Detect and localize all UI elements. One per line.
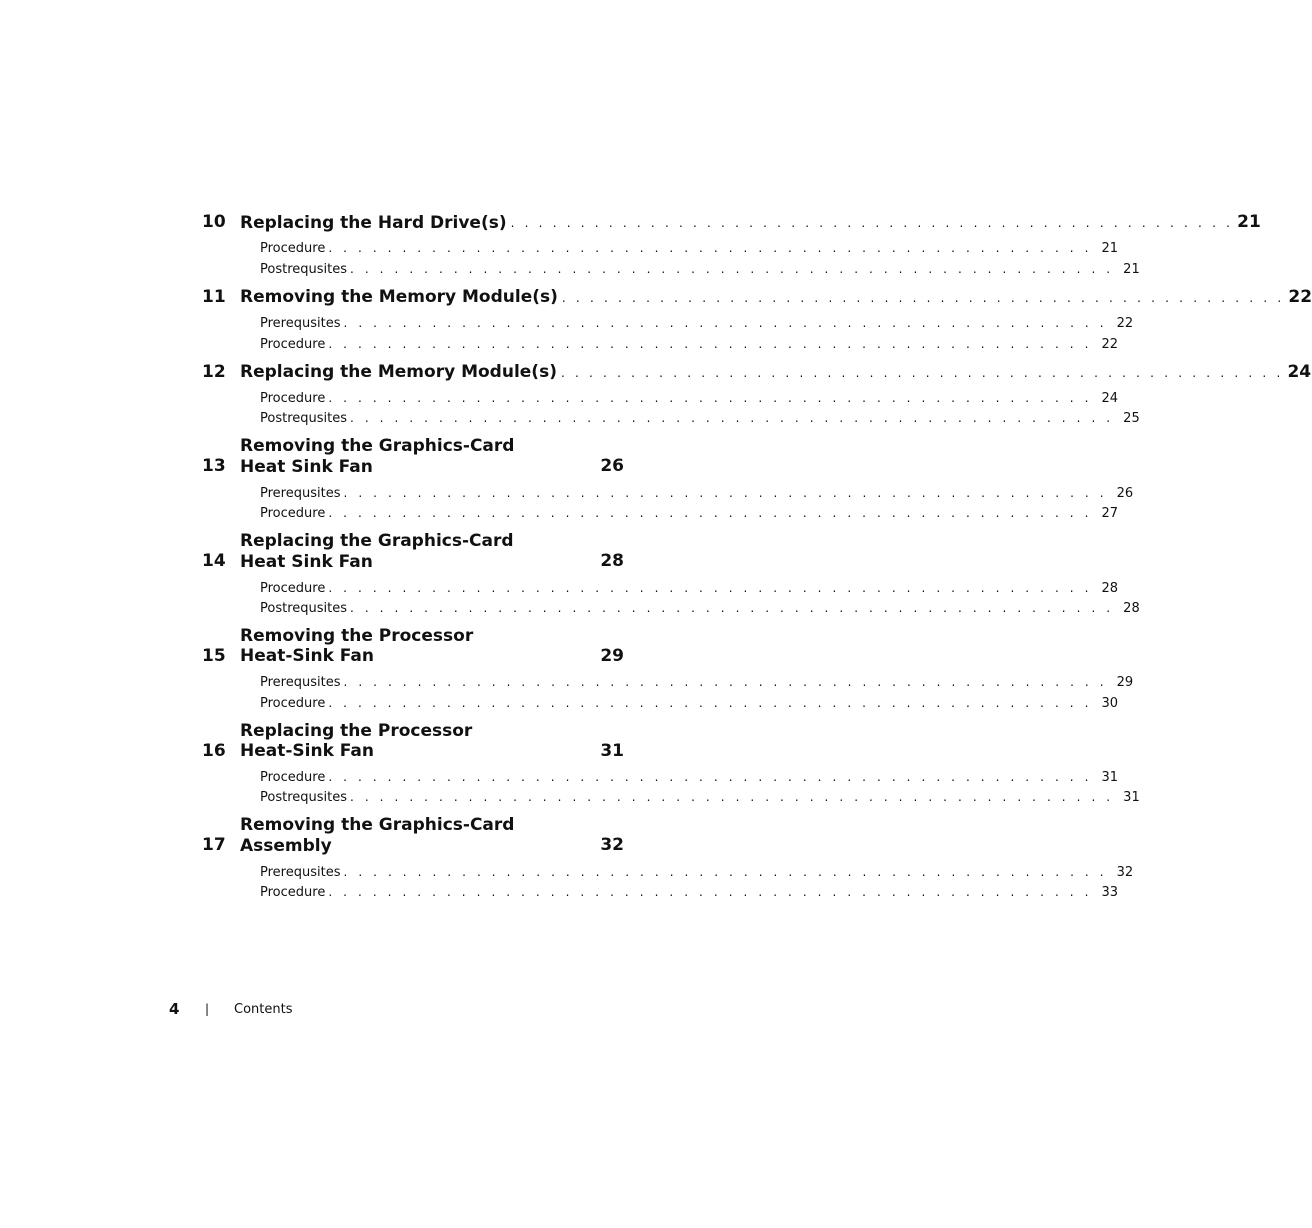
chapter-heading (202, 212, 1261, 233)
toc-chapter-entry[interactable] (202, 720, 1140, 807)
toc-chapter-entry[interactable] (202, 286, 1312, 353)
dot-leader: . . . . . . . . . . . . . . . . . . . . . . . . . . . . . . . . . . . . . . . . . . . . . . . . . . . . (328, 885, 1093, 900)
dot-leader: . . . . . . . . . . . . . . . . . . . . . . . . . . . . . . . . . . . . . . . . . . . . . . . . . . . . (328, 390, 1093, 405)
chapter-title-line: Replacing the Graphics-Card (240, 531, 514, 552)
section-page-number: 28 (1123, 600, 1140, 616)
chapter-title (240, 213, 1237, 234)
chapter-page-number: 31 (600, 740, 624, 761)
toc-section-entry[interactable] (260, 481, 1134, 501)
section-title: Prerequsites (260, 316, 341, 332)
section-title: Procedure (260, 770, 326, 786)
chapter-number: 15 (202, 645, 226, 666)
dot-leader: . . . . . . . . . . . . . . . . . . . . . . . . . . . . . . . . . . . . . . . . . . . . . . . . . . . . (350, 600, 1114, 615)
chapter-title (240, 436, 600, 477)
chapter-heading (202, 815, 624, 856)
chapter-title (240, 531, 600, 572)
section-title: Postrequsites (260, 600, 348, 616)
dot-leader: . . . . . . . . . . . . . . . . . . . . . . . . . . . . . . . . . . . . . . . . . . . . . . . . . . . . (328, 770, 1093, 785)
toc-chapter-entry[interactable] (202, 531, 1140, 617)
section-page-number: 25 (1123, 411, 1140, 427)
section-page-number: 31 (1123, 790, 1140, 806)
section-page-number: 33 (1101, 885, 1119, 901)
toc-section-entry[interactable] (260, 332, 1119, 352)
section-list (260, 671, 1134, 712)
toc-section-entry[interactable] (260, 860, 1134, 880)
section-page-number: 30 (1101, 695, 1119, 711)
chapter-number: 10 (202, 212, 226, 232)
dot-leader: . . . . . . . . . . . . . . . . . . . . . . . . . . . . . . . . . . . . . . . . . . . . . . . . . . . . (328, 506, 1093, 521)
toc-section-entry[interactable] (260, 786, 1140, 806)
chapter-page-number: 24 (1287, 361, 1312, 382)
section-page-number: 22 (1116, 316, 1134, 332)
section-page-number: 24 (1101, 390, 1119, 406)
section-title: Procedure (260, 506, 326, 522)
dot-leader: . . . . . . . . . . . . . . . . . . . . . . . . . . . . . . . . . . . . . . . . . . . . . . . . . . . . (510, 216, 1234, 230)
toc-chapter-entry[interactable] (202, 361, 1312, 428)
toc-section-entry[interactable] (260, 766, 1119, 786)
chapter-page-number: 22 (1288, 286, 1312, 307)
section-list (260, 576, 1140, 617)
chapter-heading (202, 361, 1312, 383)
dot-leader: . . . . . . . . . . . . . . . . . . . . . . . . . . . . . . . . . . . . . . . . . . . . . . . . . . . . (350, 261, 1114, 276)
section-title: Prerequsites (260, 864, 341, 880)
section-page-number: 22 (1101, 336, 1119, 352)
chapter-title-line: Removing the Graphics-Card (240, 436, 515, 457)
chapter-number: 16 (202, 740, 226, 761)
chapter-title-line: Heat Sink Fan (240, 456, 373, 477)
section-title: Procedure (260, 695, 326, 711)
footer-separator: | (205, 1002, 210, 1016)
section-title: Procedure (260, 241, 326, 257)
section-title: Procedure (260, 390, 326, 406)
chapter-page-number: 26 (600, 456, 624, 477)
chapter-number: 11 (202, 286, 226, 307)
chapter-title-line: Heat-Sink Fan (240, 741, 374, 762)
chapter-title (240, 721, 600, 762)
dot-leader: . . . . . . . . . . . . . . . . . . . . . . . . . . . . . . . . . . . . . . . . . . . . . . . . . . . . (350, 411, 1114, 426)
section-title: Postrequsites (260, 261, 348, 277)
toc-section-entry[interactable] (260, 671, 1134, 691)
dot-leader: . . . . . . . . . . . . . . . . . . . . . . . . . . . . . . . . . . . . . . . . . . . . . . . . . . . . (350, 790, 1114, 805)
section-page-number: 28 (1101, 580, 1119, 596)
toc-section-entry[interactable] (260, 576, 1119, 596)
chapter-title-line: Replacing the Memory Module(s) (240, 362, 557, 383)
toc-section-entry[interactable] (260, 257, 1140, 277)
dot-leader: . . . . . . . . . . . . . . . . . . . . . . . . . . . . . . . . . . . . . . . . . . . . . . . . . . . . (343, 675, 1108, 690)
toc-section-entry[interactable] (260, 597, 1140, 617)
toc-chapter-entry[interactable] (202, 436, 1134, 522)
chapter-heading (202, 436, 624, 477)
dot-leader: . . . . . . . . . . . . . . . . . . . . . . . . . . . . . . . . . . . . . . . . . . . . . . . . . . . . (328, 580, 1093, 595)
section-title: Prerequsites (260, 485, 341, 501)
dot-leader: . . . . . . . . . . . . . . . . . . . . . . . . . . . . . . . . . . . . . . . . . . . . . . . . . . . . (328, 695, 1093, 710)
chapter-title-line: Replacing the Processor (240, 720, 473, 741)
toc-section-entry[interactable] (260, 237, 1119, 257)
dot-leader: . . . . . . . . . . . . . . . . . . . . . . . . . . . . . . . . . . . . . . . . . . . . . . . . . . . . (343, 316, 1108, 331)
chapter-page-number: 29 (600, 645, 624, 666)
section-title: Procedure (260, 885, 326, 901)
chapter-title-line: Heat Sink Fan (240, 551, 373, 572)
chapter-heading (202, 531, 624, 572)
section-title: Procedure (260, 336, 326, 352)
toc-section-entry[interactable] (260, 387, 1119, 407)
section-page-number: 31 (1101, 770, 1119, 786)
dot-leader: . . . . . . . . . . . . . . . . . . . . . . . . . . . . . . . . . . . . . . . . . . . . . . . . . . . . (561, 290, 1285, 305)
toc-section-entry[interactable] (260, 881, 1119, 901)
section-list (260, 312, 1134, 353)
section-list (260, 860, 1134, 901)
toc-chapter-entry[interactable] (202, 212, 1261, 278)
chapter-page-number: 21 (1237, 212, 1261, 232)
table-of-contents (202, 212, 1312, 910)
chapter-number: 12 (202, 361, 226, 382)
chapter-heading (202, 721, 624, 762)
section-title: Postrequsites (260, 411, 348, 427)
chapter-title-line: Removing the Processor (240, 625, 474, 646)
chapter-title (240, 362, 1287, 383)
section-page-number: 32 (1116, 864, 1134, 880)
chapter-number: 14 (202, 551, 226, 572)
section-page-number: 21 (1101, 241, 1119, 257)
footer-page-number: 4 (169, 1000, 180, 1018)
chapter-page-number: 32 (600, 835, 624, 856)
chapter-title-line: Removing the Graphics-Card (240, 815, 515, 836)
toc-chapter-entry[interactable] (202, 625, 1134, 712)
toc-section-entry[interactable] (260, 691, 1119, 711)
chapter-heading (202, 286, 1312, 308)
dot-leader: . . . . . . . . . . . . . . . . . . . . . . . . . . . . . . . . . . . . . . . . . . . . . . . . . . . . (343, 485, 1108, 500)
section-title: Postrequsites (260, 790, 348, 806)
dot-leader: . . . . . . . . . . . . . . . . . . . . . . . . . . . . . . . . . . . . . . . . . . . . . . . . . . . . (560, 365, 1284, 380)
section-list (260, 766, 1140, 807)
chapter-title-line: Assembly (240, 835, 332, 856)
chapter-title (240, 815, 600, 856)
section-list (260, 481, 1134, 522)
section-title: Prerequsites (260, 675, 341, 691)
toc-section-entry[interactable] (260, 502, 1119, 522)
section-list (260, 237, 1140, 278)
toc-section-entry[interactable] (260, 407, 1140, 427)
page-footer (169, 1000, 292, 1018)
dot-leader: . . . . . . . . . . . . . . . . . . . . . . . . . . . . . . . . . . . . . . . . . . . . . . . . . . . . (328, 241, 1093, 256)
chapter-number: 17 (202, 835, 226, 856)
section-page-number: 26 (1116, 485, 1134, 501)
section-list (260, 387, 1140, 428)
chapter-title-line: Removing the Memory Module(s) (240, 287, 558, 308)
section-page-number: 21 (1123, 261, 1140, 277)
chapter-heading (202, 626, 624, 667)
chapter-title-line: Heat-Sink Fan (240, 646, 374, 667)
chapter-title (240, 626, 600, 667)
section-page-number: 27 (1101, 506, 1119, 522)
chapter-title-line: Replacing the Hard Drive(s) (240, 212, 507, 233)
chapter-number: 13 (202, 456, 226, 477)
section-title: Procedure (260, 580, 326, 596)
toc-chapter-entry[interactable] (202, 815, 1134, 901)
chapter-title (240, 287, 1288, 308)
footer-section-title: Contents (234, 1001, 293, 1017)
dot-leader: . . . . . . . . . . . . . . . . . . . . . . . . . . . . . . . . . . . . . . . . . . . . . . . . . . . . (328, 336, 1093, 351)
section-page-number: 29 (1116, 675, 1134, 691)
dot-leader: . . . . . . . . . . . . . . . . . . . . . . . . . . . . . . . . . . . . . . . . . . . . . . . . . . . . (343, 864, 1108, 879)
chapter-page-number: 28 (600, 551, 624, 572)
toc-section-entry[interactable] (260, 312, 1134, 332)
